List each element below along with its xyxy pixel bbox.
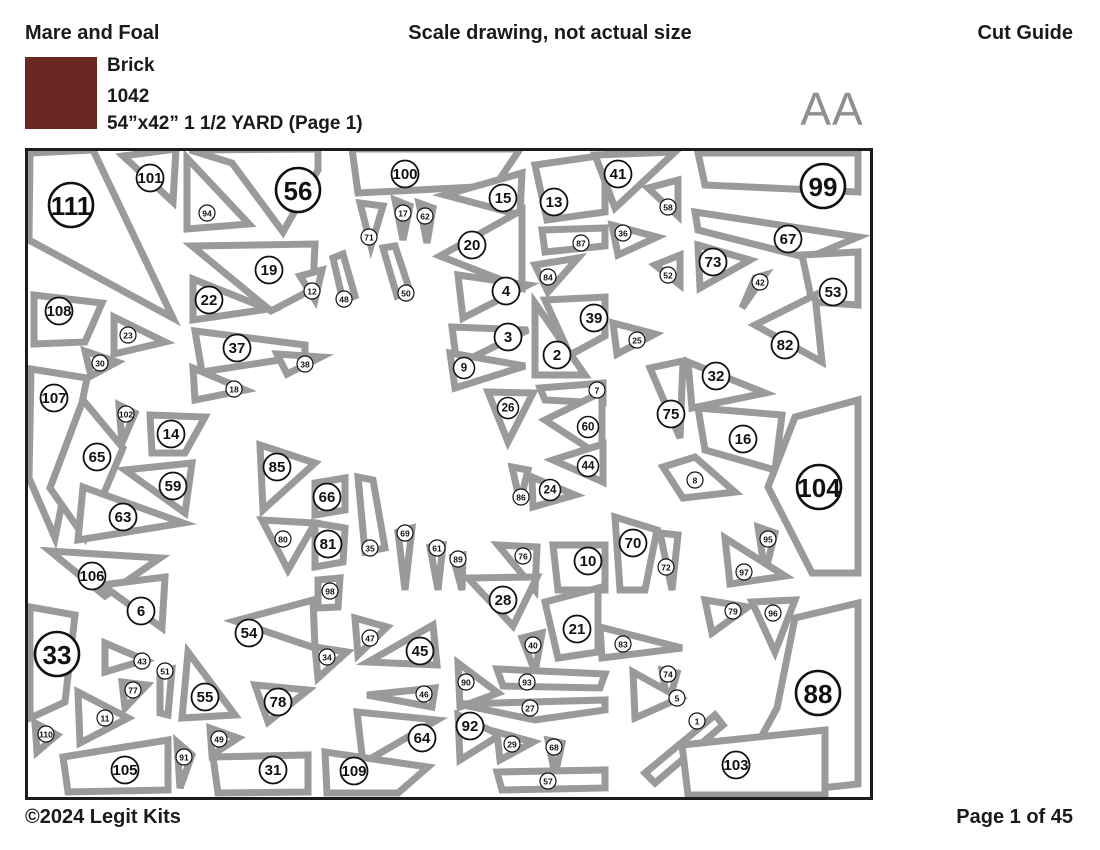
piece-number-76: 76 bbox=[518, 551, 528, 562]
piece-number-13: 13 bbox=[545, 194, 563, 211]
piece-number-99: 99 bbox=[808, 172, 838, 202]
piece-number-67: 67 bbox=[779, 231, 797, 248]
piece-number-84: 84 bbox=[543, 272, 553, 283]
fabric-swatch bbox=[25, 57, 97, 129]
page-title: Mare and Foal bbox=[25, 22, 160, 44]
copyright-text: ©2024 Legit Kits bbox=[25, 806, 181, 828]
piece-number-36: 36 bbox=[618, 228, 628, 239]
piece-number-49: 49 bbox=[214, 734, 224, 745]
piece-number-15: 15 bbox=[494, 190, 512, 207]
piece-number-92: 92 bbox=[461, 718, 479, 735]
piece-number-29: 29 bbox=[507, 739, 517, 750]
piece-number-79: 79 bbox=[728, 606, 738, 617]
piece-number-72: 72 bbox=[661, 562, 671, 573]
piece-number-16: 16 bbox=[734, 431, 752, 448]
piece-number-14: 14 bbox=[162, 426, 180, 443]
piece-number-100: 100 bbox=[392, 166, 418, 183]
piece-number-78: 78 bbox=[269, 694, 287, 711]
piece-number-104: 104 bbox=[797, 473, 841, 503]
piece-number-28: 28 bbox=[494, 592, 512, 609]
piece-number-60: 60 bbox=[581, 421, 595, 434]
piece-number-52: 52 bbox=[663, 270, 673, 281]
piece-number-21: 21 bbox=[568, 621, 586, 638]
piece-number-46: 46 bbox=[419, 689, 429, 700]
piece-number-73: 73 bbox=[704, 254, 722, 271]
piece-number-24: 24 bbox=[543, 484, 557, 497]
fabric-code: 1042 bbox=[107, 86, 150, 107]
cut-diagram-svg bbox=[25, 148, 873, 800]
piece-number-44: 44 bbox=[581, 460, 595, 473]
piece-number-96: 96 bbox=[768, 608, 778, 619]
piece-number-103: 103 bbox=[723, 757, 749, 774]
piece-number-90: 90 bbox=[461, 677, 471, 688]
fabric-size-line: 54”x42” 1 1/2 YARD (Page 1) bbox=[107, 113, 363, 134]
piece-number-47: 47 bbox=[365, 633, 375, 644]
piece-number-91: 91 bbox=[179, 752, 189, 763]
piece-number-3: 3 bbox=[503, 329, 513, 346]
piece-number-12: 12 bbox=[307, 286, 317, 297]
piece-number-94: 94 bbox=[202, 208, 212, 219]
piece-number-109: 109 bbox=[341, 763, 367, 780]
piece-number-69: 69 bbox=[400, 528, 410, 539]
piece-number-95: 95 bbox=[763, 534, 773, 545]
piece-number-2: 2 bbox=[552, 347, 562, 364]
piece-number-101: 101 bbox=[137, 170, 163, 187]
piece-number-37: 37 bbox=[228, 340, 246, 357]
piece-number-80: 80 bbox=[278, 534, 288, 545]
piece-number-63: 63 bbox=[114, 509, 132, 526]
piece-number-87: 87 bbox=[576, 238, 586, 249]
piece-number-25: 25 bbox=[632, 335, 642, 346]
piece-number-31: 31 bbox=[264, 762, 282, 779]
piece-number-65: 65 bbox=[88, 449, 106, 466]
piece-number-35: 35 bbox=[365, 543, 375, 554]
piece-number-62: 62 bbox=[420, 211, 430, 222]
piece-number-40: 40 bbox=[528, 640, 538, 651]
piece-outline-93 bbox=[497, 669, 605, 688]
piece-number-86: 86 bbox=[516, 492, 526, 503]
piece-number-111: 111 bbox=[50, 191, 92, 221]
piece-number-98: 98 bbox=[325, 586, 335, 597]
cut-diagram bbox=[25, 148, 873, 800]
piece-number-50: 50 bbox=[401, 288, 411, 299]
fabric-name: Brick bbox=[107, 55, 155, 76]
piece-number-38: 38 bbox=[300, 359, 310, 370]
piece-number-51: 51 bbox=[160, 666, 170, 677]
piece-number-48: 48 bbox=[339, 294, 349, 305]
piece-number-89: 89 bbox=[453, 554, 463, 565]
piece-number-23: 23 bbox=[123, 330, 133, 341]
piece-number-10: 10 bbox=[579, 553, 597, 570]
piece-number-102: 102 bbox=[118, 409, 134, 420]
piece-number-30: 30 bbox=[95, 358, 105, 369]
piece-number-45: 45 bbox=[411, 643, 429, 660]
piece-number-20: 20 bbox=[463, 237, 481, 254]
piece-number-11: 11 bbox=[100, 713, 110, 724]
piece-number-56: 56 bbox=[283, 176, 313, 206]
cut-guide-label: Cut Guide bbox=[977, 22, 1073, 44]
piece-number-8: 8 bbox=[692, 475, 698, 486]
piece-number-27: 27 bbox=[525, 703, 535, 714]
piece-number-43: 43 bbox=[137, 656, 147, 667]
piece-number-32: 32 bbox=[707, 368, 725, 385]
piece-number-85: 85 bbox=[268, 459, 286, 476]
piece-number-26: 26 bbox=[501, 402, 515, 415]
piece-number-57: 57 bbox=[543, 776, 553, 787]
piece-number-19: 19 bbox=[260, 262, 278, 279]
piece-number-81: 81 bbox=[319, 536, 337, 553]
piece-number-82: 82 bbox=[776, 337, 794, 354]
piece-number-17: 17 bbox=[398, 208, 408, 219]
piece-number-61: 61 bbox=[432, 543, 442, 554]
piece-number-93: 93 bbox=[522, 677, 532, 688]
sheet-label-aa: AA bbox=[800, 83, 864, 135]
scale-note: Scale drawing, not actual size bbox=[408, 22, 692, 44]
piece-number-105: 105 bbox=[112, 762, 138, 779]
piece-number-6: 6 bbox=[136, 603, 146, 620]
piece-number-55: 55 bbox=[196, 689, 214, 706]
piece-number-18: 18 bbox=[229, 384, 239, 395]
piece-number-107: 107 bbox=[41, 390, 67, 407]
piece-number-39: 39 bbox=[585, 310, 603, 327]
piece-number-4: 4 bbox=[501, 283, 511, 300]
piece-number-64: 64 bbox=[413, 730, 431, 747]
piece-outline-103 bbox=[682, 730, 825, 795]
piece-number-1: 1 bbox=[694, 716, 700, 727]
piece-number-58: 58 bbox=[663, 202, 673, 213]
piece-number-88: 88 bbox=[803, 679, 833, 709]
piece-number-106: 106 bbox=[79, 568, 105, 585]
piece-outline-97 bbox=[725, 538, 785, 584]
piece-number-77: 77 bbox=[128, 685, 138, 696]
piece-number-22: 22 bbox=[200, 292, 218, 309]
piece-number-59: 59 bbox=[164, 478, 182, 495]
piece-number-70: 70 bbox=[624, 535, 642, 552]
piece-number-34: 34 bbox=[322, 652, 332, 663]
piece-number-66: 66 bbox=[318, 489, 336, 506]
piece-outline-83 bbox=[600, 627, 682, 658]
piece-number-97: 97 bbox=[739, 567, 749, 578]
piece-number-74: 74 bbox=[663, 669, 673, 680]
piece-number-33: 33 bbox=[42, 640, 72, 670]
piece-number-108: 108 bbox=[46, 303, 72, 320]
piece-number-53: 53 bbox=[824, 284, 842, 301]
piece-number-110: 110 bbox=[39, 729, 53, 740]
piece-number-7: 7 bbox=[594, 385, 600, 396]
piece-number-41: 41 bbox=[609, 166, 627, 183]
piece-number-42: 42 bbox=[755, 277, 765, 288]
piece-number-71: 71 bbox=[364, 232, 374, 243]
piece-number-54: 54 bbox=[240, 625, 258, 642]
piece-number-9: 9 bbox=[460, 362, 468, 375]
piece-number-75: 75 bbox=[662, 406, 680, 423]
piece-number-83: 83 bbox=[618, 639, 628, 650]
piece-number-68: 68 bbox=[549, 742, 559, 753]
page-number: Page 1 of 45 bbox=[956, 806, 1073, 828]
piece-number-5: 5 bbox=[674, 693, 680, 704]
